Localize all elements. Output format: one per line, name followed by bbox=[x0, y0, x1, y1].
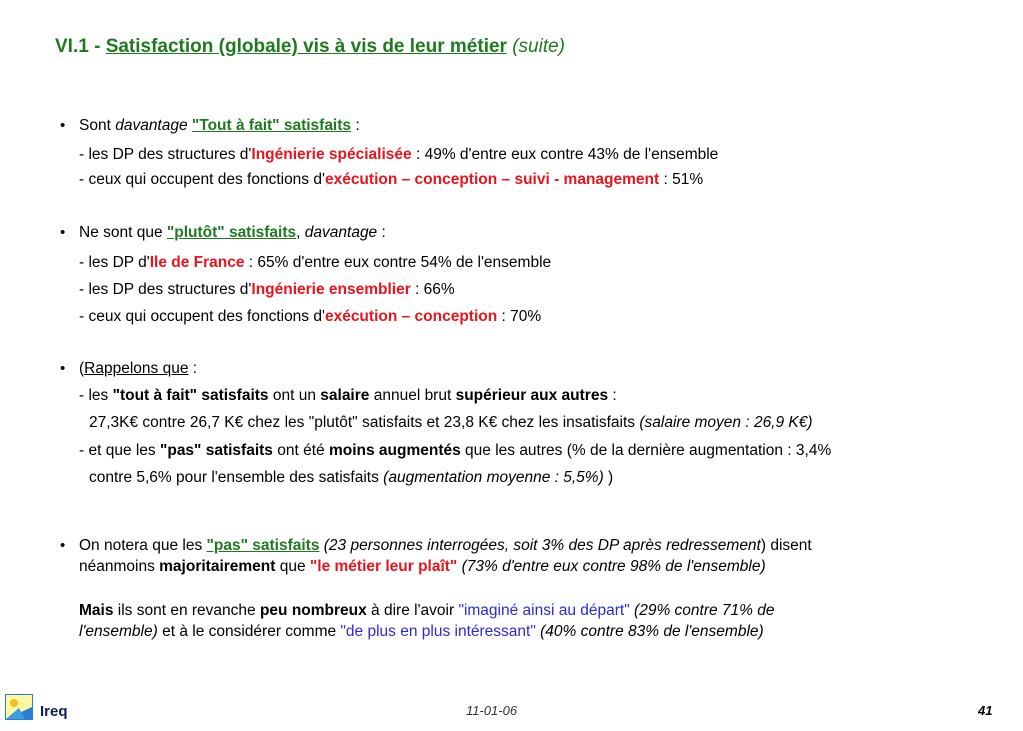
section-1-heading: Sont davantage "Tout à fait" satisfaits : bbox=[79, 117, 360, 134]
section-1-line-2: - ceux qui occupent des fonctions d'exécution – conception – suivi - management : 51% bbox=[79, 171, 704, 188]
section-4-line-1: néanmoins majoritairement que "le métier leur plaît" (73% d'entre eux contre 98% de l'ensemble) bbox=[79, 558, 766, 575]
section-3-line-1: - les "tout à fait" satisfaits ont un salaire annuel brut supérieur aux autres : bbox=[79, 387, 617, 404]
section-2-line-1: - les DP d'Ile de France : 65% d'entre eux contre 54% de l'ensemble bbox=[79, 254, 552, 271]
section-4-line-2: Mais ils sont en revanche peu nombreux à dire l'avoir "imaginé ainsi au départ" (29% contre 71% de bbox=[79, 602, 775, 619]
bullet-3: • bbox=[60, 360, 66, 377]
section-3-heading: (Rappelons que : bbox=[79, 360, 198, 377]
section-4-line-3: l'ensemble) et à le considérer comme "de plus en plus intéressant" (40% contre 83% de l'ensemble) bbox=[79, 623, 764, 640]
section-3-line-3: - et que les "pas" satisfaits ont été moins augmentés que les autres (% de la dernière augmentation : 3,4% bbox=[79, 442, 832, 459]
section-2-line-3: - ceux qui occupent des fonctions d'exécution – conception : 70% bbox=[79, 308, 542, 325]
section-2-line-2: - les DP des structures d'Ingénierie ensemblier : 66% bbox=[79, 281, 455, 298]
footer-date: 11-01-06 bbox=[466, 703, 518, 718]
slide-title bbox=[55, 36, 565, 58]
section-4-heading: On notera que les "pas" satisfaits (23 personnes interrogées, soit 3% des DP après redressement) disent bbox=[79, 537, 812, 554]
section-3-line-2: 27,3K€ contre 26,7 K€ chez les "plutôt" satisfaits et 23,8 K€ chez les insatisfaits (salaire moyen : 26,9 K€) bbox=[89, 414, 813, 431]
page-number: 41 bbox=[978, 703, 993, 718]
bullet-1: • bbox=[60, 117, 66, 134]
title-prefix: VI.1 - bbox=[55, 36, 101, 57]
section-2-heading: Ne sont que "plutôt" satisfaits, davantage : bbox=[79, 224, 386, 241]
logo-text: Ireq bbox=[40, 703, 68, 720]
section-1-line-1: - les DP des structures d'Ingénierie spécialisée : 49% d'entre eux contre 43% de l'ensemble bbox=[79, 146, 719, 163]
section-3-line-4: contre 5,6% pour l'ensemble des satisfaits (augmentation moyenne : 5,5%) ) bbox=[89, 469, 614, 486]
ireq-logo-icon bbox=[5, 694, 33, 720]
bullet-4: • bbox=[60, 537, 66, 554]
title-suffix: (suite) bbox=[512, 36, 566, 57]
bullet-2: • bbox=[60, 224, 66, 241]
title-main: Satisfaction (globale) vis à vis de leur métier bbox=[105, 36, 507, 57]
